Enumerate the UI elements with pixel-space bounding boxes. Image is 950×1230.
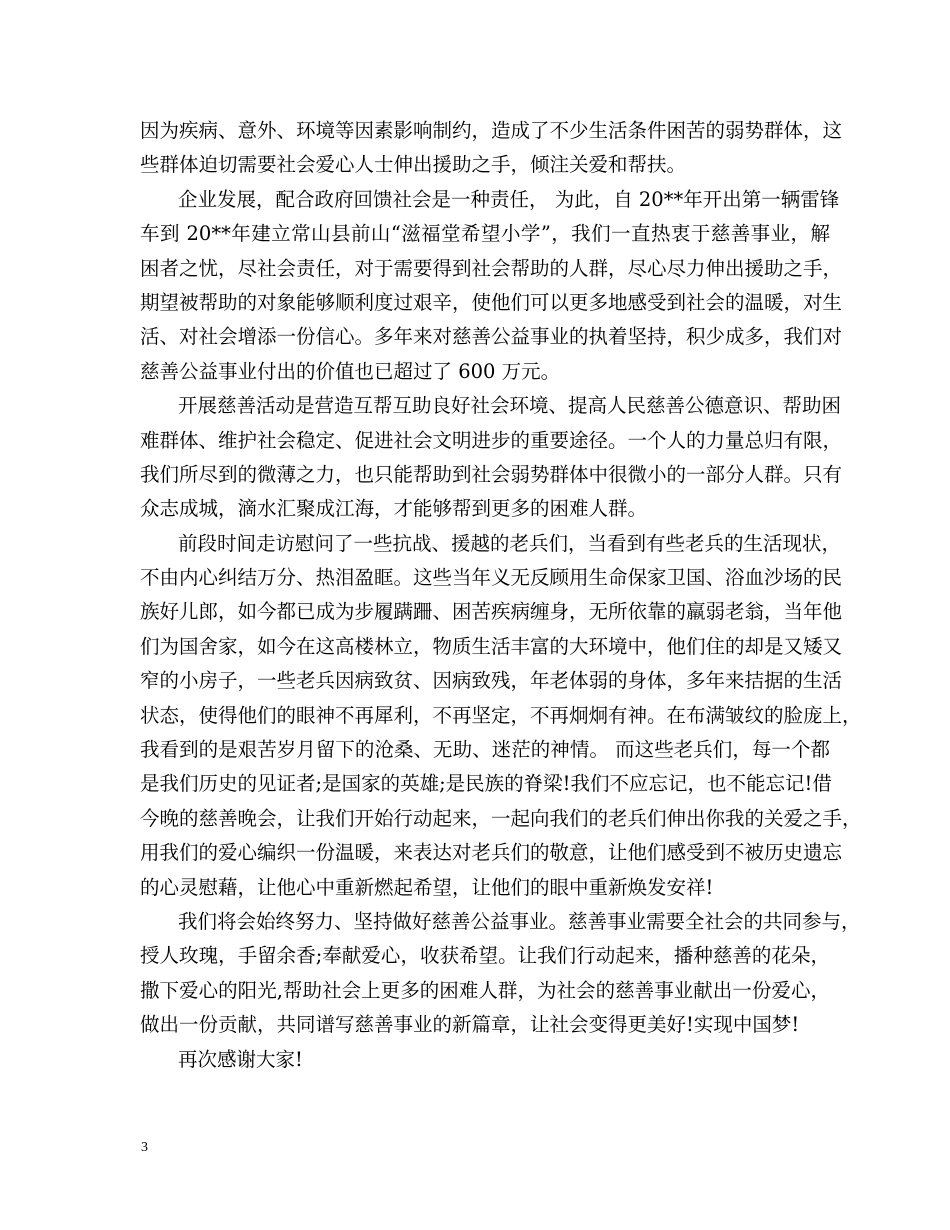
paragraph-line: 困者之忧，尽社会责任，对于需要得到社会帮助的人群，尽心尽力伸出援助之手， — [140, 256, 843, 280]
paragraph-line: 期望被帮助的对象能够顺利度过艰辛，使他们可以更多地感受到社会的温暖，对生 — [140, 290, 843, 314]
paragraph-line: 不由内心纠结万分、热泪盈眶。这些当年义无反顾用生命保家卫国、浴血沙场的民 — [140, 566, 843, 590]
paragraph-line: 因为疾病、意外、环境等因素影响制约，造成了不少生活条件困苦的弱势群体，这 — [140, 119, 843, 142]
paragraph-line: 做出一份贡献，共同谱写慈善事业的新篇章，让社会变得更美好!实现中国梦! — [140, 1013, 800, 1037]
paragraph-line: 开展慈善活动是营造互帮互助良好社会环境、提高人民慈善公德意识、帮助困 — [178, 394, 842, 418]
paragraph-line: 慈善公益事业付出的价值也已超过了 600 万元。 — [140, 359, 561, 383]
paragraph-line: 再次感谢大家! — [178, 1047, 303, 1071]
page-number: 3 — [141, 1140, 148, 1155]
paragraph-line: 活、对社会增添一份信心。多年来对慈善公益事业的执着坚持，积少成多，我们对 — [140, 325, 843, 349]
paragraph-line: 车到 20**年建立常山县前山“滋福堂希望小学”，我们一直热衷于慈善事业，解 — [140, 222, 830, 246]
paragraph-line: 难群体、维护社会稳定、促进社会文明进步的重要途径。一个人的力量总归有限， — [140, 428, 843, 452]
paragraph — [140, 905, 861, 1043]
paragraph-line: 是我们历史的见证者;是国家的英雄;是民族的脊梁!我们不应忘记，也不能忘记!借 — [140, 772, 832, 796]
paragraph-line: 撒下爱心的阳光,帮助社会上更多的困难人群，为社会的慈善事业献出一份爱心， — [140, 978, 830, 1002]
paragraph-line: 用我们的爱心编织一份温暖，来表达对老兵们的敬意，让他们感受到不被历史遗忘 — [140, 841, 843, 865]
paragraph-line: 我们将会始终努力、坚持做好慈善公益事业。慈善事业需要全社会的共同参与， — [178, 909, 861, 933]
paragraph-line: 的心灵慰藉，让他心中重新燃起希望，让他们的眼中重新焕发安祥! — [140, 875, 714, 899]
paragraph-line: 窄的小房子，一些老兵因病致贫、因病致残，年老体弱的身体，多年来拮据的生活 — [140, 669, 843, 693]
paragraph — [140, 114, 843, 183]
document-body — [140, 114, 862, 1077]
paragraph — [140, 1043, 830, 1077]
paragraph-line: 些群体迫切需要社会爱心人士伸出援助之手，倾注关爱和帮扶。 — [140, 153, 687, 177]
paragraph — [140, 183, 843, 389]
paragraph-line: 今晚的慈善晚会，让我们开始行动起来，一起向我们的老兵们伸出你我的关爱之手， — [140, 806, 862, 830]
paragraph-line: 企业发展，配合政府回馈社会是一种责任， 为此，自 20**年开出第一辆雷锋 — [178, 187, 840, 211]
paragraph — [140, 389, 843, 527]
paragraph-line: 我们所尽到的微薄之力，也只能帮助到社会弱势群体中很微小的一部分人群。只有 — [140, 462, 843, 486]
paragraph — [140, 527, 862, 905]
paragraph-line: 授人玫瑰，手留余香;奉献爱心，收获希望。让我们行动起来，播种慈善的花朵， — [140, 944, 830, 968]
paragraph-line: 前段时间走访慰问了一些抗战、援越的老兵们，当看到有些老兵的生活现状， — [178, 531, 842, 555]
paragraph-line: 状态，使得他们的眼神不再犀利，不再坚定，不再炯炯有神。在布满皱纹的脸庞上， — [140, 703, 862, 727]
paragraph-line: 我看到的是艰苦岁月留下的沧桑、无助、迷茫的神情。 而这些老兵们，每一个都 — [140, 738, 830, 762]
paragraph-line: 众志成城，滴水汇聚成江海，才能够帮到更多的困难人群。 — [140, 497, 648, 521]
paragraph-line: 们为国舍家，如今在这高楼林立，物质生活丰富的大环境中，他们住的却是又矮又 — [140, 634, 843, 658]
paragraph-line: 族好儿郎，如今都已成为步履蹒跚、困苦疾病缠身，无所依靠的羸弱老翁，当年他 — [140, 600, 843, 624]
